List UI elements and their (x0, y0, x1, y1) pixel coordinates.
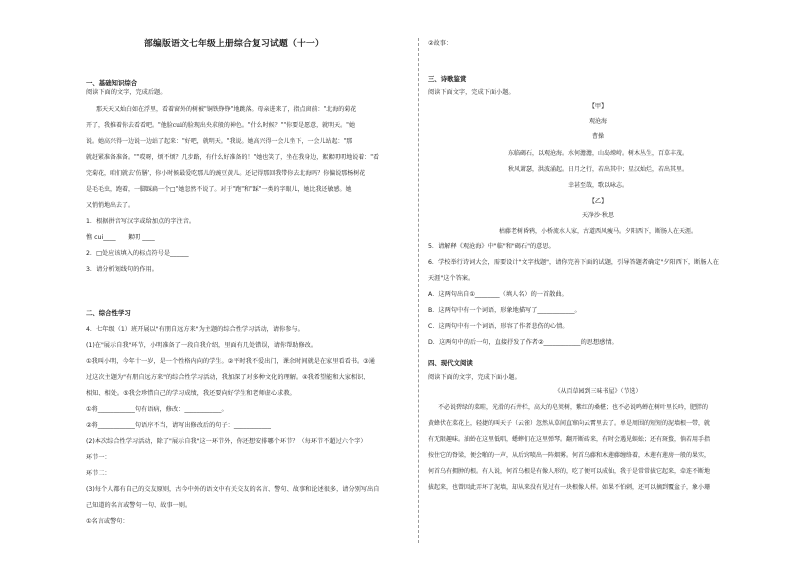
passage-line: 又悄悄地出去了。 (86, 202, 135, 209)
question-1-blanks: 憔 cui____ 絮叨 ____ (86, 234, 155, 241)
column-divider (418, 38, 419, 543)
intro-sentence-line: 相知、相处。⑤我会珍惜自己的学习成绩，我还要向好学生和老师虚心求教。 (86, 390, 296, 397)
document-title: 部编版语文七年级上册综合复习试题（十一） (144, 39, 324, 49)
answer-line-1: ①将____________句有语病，修改：____________。 (86, 406, 228, 413)
question-4-part-3-cont: 己知道的名言或警句一句、故事一则。 (86, 502, 192, 509)
instruction-text: 阅读下面文字，完成下面小题。 (428, 89, 515, 96)
story-answer-label: ②故事： (428, 40, 453, 47)
segment-1-label: 环节一： (86, 454, 111, 461)
section-heading-reading: 四、现代文阅读 (428, 359, 473, 367)
poem-b-title: 天净沙·秋思 (582, 212, 614, 219)
passage-line: 就赶紧准备准备。""哎呀，烦不烦？几步路，有什么好准备的！"她也笑了，坐在我身边，絮絮叨叨地说着："看 (86, 154, 380, 161)
section-heading-basics: 一、基础知识综合 (86, 79, 138, 87)
question-5: 5．请解释《观沧海》中"临"和"碣石"的意思。 (428, 243, 555, 250)
poem-a-line: 秋风萧瑟，洪波涌起。日月之行，若出其中；星汉灿烂，若出其里。 (507, 166, 688, 173)
poem-a-line: 幸甚至哉，歌以咏志。 (567, 182, 628, 189)
reading-title: 《从百草园到三味书屋》（节选） (554, 388, 642, 395)
section-heading-poetry: 三、诗歌鉴赏 (428, 75, 467, 83)
poem-b-marker: 【乙】 (588, 198, 608, 205)
question-6-cont: 天涯"这个答案。 (428, 275, 475, 282)
question-3: 3．请分析划线句的作用。 (86, 266, 158, 273)
intro-sentence-line: ①我叫小明，今年十一岁，是一个性格内向的学生。②平时我不爱出门，课余时间就是在家里看看书。③通 (86, 358, 375, 365)
option-a: A．这两句出自①________（填人名）的一首散曲。 (428, 291, 568, 298)
poem-a-author: 曹操 (591, 133, 604, 140)
option-b: B．这两句中有一个词语，形象地描写了____________。 (428, 307, 581, 314)
poem-a-marker: 【甲】 (588, 103, 608, 110)
question-4-part-3: (3)每个人都有自己的交友原则，古今中外的语文中有关交友的名言、警句、故事和论述很多，请分别写出自 (86, 486, 380, 493)
reading-line: 按住它的脊梁，便会啪的一声，从后窍喷出一阵烟雾。何首乌藤和木莲藤缠络着，木莲有莲房一般的果实， (428, 452, 711, 459)
question-4: 4．七年级（1）班开展以"有朋自远方来"为主题的综合性学习活动，请你参与。 (86, 326, 304, 333)
answer-line-2: ②将____________句语序不当，请写出修改后的句子：____________ (86, 422, 271, 429)
passage-line: 说。她高兴得一边说一边站了起来："好吧，就明天。"我说。她高兴得一会儿坐下，一会儿站起："那 (86, 138, 353, 145)
instruction-text: 阅读下面的文字，完成后题。 (86, 89, 167, 96)
question-6: 6．学校举行诗词大会，需要设计"文字找题"，请你完善下面的试题，引导答题者确定"夕阳西下，断肠人在 (428, 259, 719, 266)
question-2: 2．□处应该填入的标点符号是______ (86, 250, 189, 257)
intro-sentence-line: 过这次主题为"有朋自远方来"的综合性学习活动，我加深了对多种文化的理解。④我希望能和大家相识、 (86, 374, 370, 381)
reading-line: 不必说碧绿的菜畦，光滑的石井栏，高大的皂荚树，紫红的桑椹；也不必说鸣蝉在树叶里长吟，肥胖的 (438, 404, 709, 411)
instruction-text: 阅读下面的文字，完成下面小题。 (428, 374, 521, 381)
passage-line: 完菊花，咱们就去'仿膳'，你小时候最爱吃那儿的豌豆黄儿。还记得那回我带你去北海吗？你偏说那杨树花 (86, 170, 366, 177)
question-4-part-2: (2)本次综合性学习活动，除了"展示自我"这一环节外，你还想安排哪个环节？（每环节不超过六个字） (86, 438, 367, 445)
passage-line: 是毛毛虫，跑着，一脚踩扁一个□"她忽然不说了。对于"跑"和"踩"一类的字眼儿，她比我还敏感。她 (86, 186, 352, 193)
section-heading-comprehensive: 二、综合性学习 (86, 309, 131, 317)
option-c: C．这两句中有一个词语，形容了作者悲伤的心情。 (428, 323, 569, 330)
passage-line: 开了，我推着你去看看吧。"他脸cui的脸现出央求般的神色。"什么时候？""你要是愿意，就明天。"她 (86, 122, 355, 129)
quote-answer-label: ①名言或警句： (86, 518, 129, 525)
reading-line: 有无限趣味。油蛉在这里低唱，蟋蟀们在这里弹琴。翻开断砖来，有时会遇见蜈蚣；还有斑蝥，倘若用手指 (428, 436, 711, 443)
poem-b-line: 枯藤老树昏鸦，小桥流水人家，古道西风瘦马。夕阳西下，断肠人在天涯。 (498, 228, 697, 235)
segment-2-label: 环节二： (86, 470, 111, 477)
reading-line: 何首乌有拥肿的根。有人说，何首乌根是有像人形的，吃了便可以成仙，我于是常常拔它起来，牵连不断地 (428, 468, 711, 475)
poem-a-line: 东临碣石，以观沧海。水何澹澹，山岛竦峙。树木丛生，百草丰茂。 (507, 150, 688, 157)
option-d: D．这两句中的后一句，直接抒发了作者②____________的思想感情。 (428, 339, 618, 346)
poem-a-title: 观沧海 (588, 118, 607, 125)
passage-line: 那天天又灿白如在浮里，看着窗外的树被"铜铁铮铮"地跳落。母亲进来了，指点窗前："北海的菊花 (96, 106, 357, 113)
question-4-part-1: (1)在"展示自我"环节，小明准备了一段自我介绍，里面有几处错误，请你帮助修改。 (86, 342, 318, 349)
reading-line: 黄蜂伏在菜花上，轻捷的叫天子（云雀）忽然从草间直窜向云霄里去了。单是周围的短短的泥墙根一带，就 (428, 420, 711, 427)
reading-line: 拔起来，也曾因此弄坏了泥墙，却从来没有见过有一块根像人样。如果不怕刺，还可以摘到覆盆子，象小珊 (428, 484, 711, 491)
question-1: 1．根据拼音写汉字或给加点的字注音。 (86, 218, 196, 225)
